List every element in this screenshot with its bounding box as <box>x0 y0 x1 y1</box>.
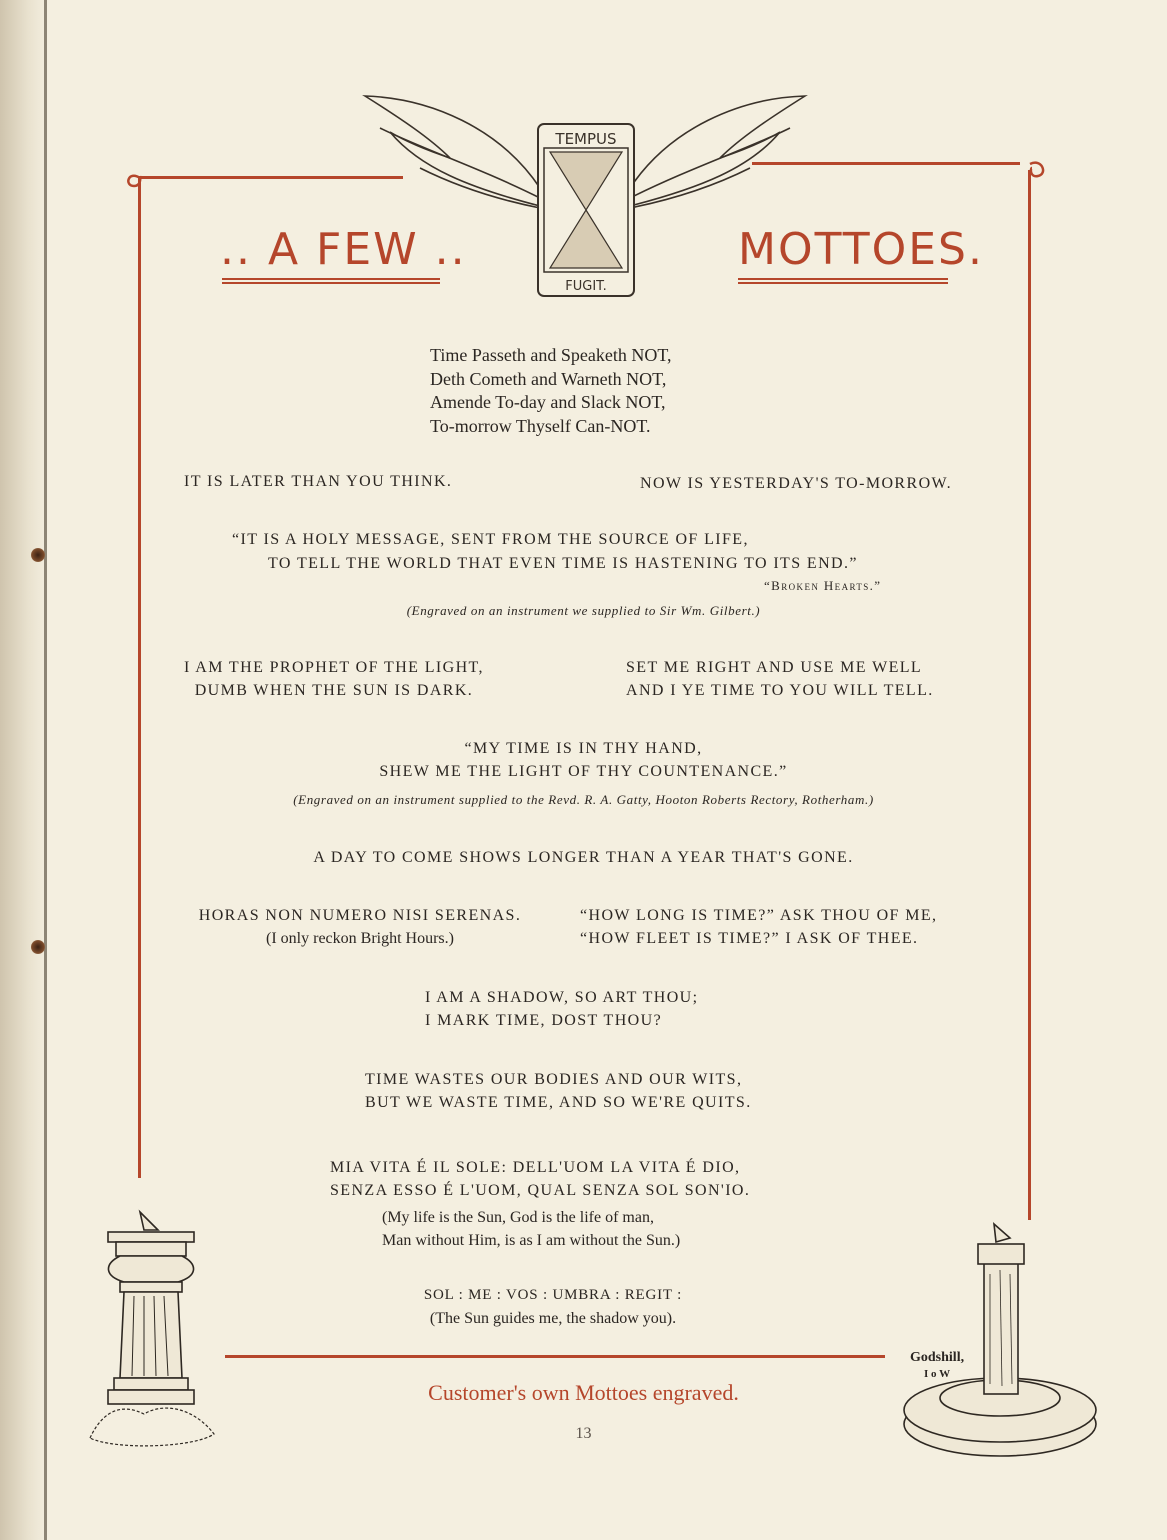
title-left: .. A FEW .. <box>220 224 467 275</box>
motto-line: BUT WE WASTE TIME, AND SO WE'RE QUITS. <box>365 1094 752 1111</box>
motto-set-me-right <box>626 656 934 702</box>
motto-line: MIA VITA É IL SOLE: DELL'UOM LA VITA É DIO, <box>330 1159 741 1176</box>
motto-line: “HOW LONG IS TIME?” ASK THOU OF ME, <box>580 907 938 924</box>
emblem-top-text: TEMPUS <box>555 130 617 148</box>
motto-hand-line2: SHEW ME THE LIGHT OF THY COUNTENANCE.” <box>379 763 788 780</box>
winged-hourglass-icon <box>360 88 810 308</box>
motto-sol <box>400 1284 706 1330</box>
motto-wastes <box>365 1068 752 1114</box>
motto-hand-note: (Engraved on an instrument supplied to the Revd. R. A. Gatty, Hooton Roberts Rectory, Rotherham.) <box>293 792 874 807</box>
motto-line: DUMB WHEN THE SUN IS DARK. <box>194 682 474 699</box>
motto-line: (My life is the Sun, God is the life of man, <box>382 1209 654 1226</box>
binding-hole <box>31 940 45 954</box>
flourish-top-left <box>118 160 158 200</box>
motto-line: TIME WASTES OUR BODIES AND OUR WITS, <box>365 1071 743 1088</box>
motto-line: “HOW FLEET IS TIME?” I ASK OF THEE. <box>580 930 919 947</box>
caption-line: Godshill, <box>910 1350 965 1365</box>
flourish-top-right <box>1014 150 1054 190</box>
motto-line: Man without Him, is as I am without the Sun.) <box>382 1232 681 1249</box>
motto-later: IT IS LATER THAN YOU THINK. <box>184 473 453 490</box>
verse-line: Amende To-day and Slack NOT, <box>430 392 666 412</box>
binding-hole <box>31 548 45 562</box>
motto-prophet <box>184 656 484 702</box>
motto-line: HORAS NON NUMERO NISI SERENAS. <box>198 907 522 924</box>
motto-line: SENZA ESSO É L'UOM, QUAL SENZA SOL SON'IO. <box>330 1182 751 1199</box>
motto-how-long <box>580 904 937 950</box>
motto-translation: (I only reckon Bright Hours.) <box>266 930 454 947</box>
opening-verse <box>430 344 671 438</box>
motto-italian <box>330 1156 750 1202</box>
emblem-bottom-text: FUGIT. <box>565 279 607 294</box>
caption-line: I o W <box>924 1368 951 1380</box>
verse-line: To-morrow Thyself Can-NOT. <box>430 415 651 436</box>
page-number: 13 <box>575 1425 592 1442</box>
motto-line: I AM A SHADOW, SO ART THOU; <box>425 989 699 1006</box>
motto-line: AND I YE TIME TO YOU WILL TELL. <box>626 682 934 699</box>
footer-note: Customer's own Mottoes engraved. <box>428 1380 739 1405</box>
motto-line: I MARK TIME, DOST THOU? <box>425 1012 663 1029</box>
motto-line: SET ME RIGHT AND USE ME WELL <box>626 659 923 676</box>
illustration-caption <box>910 1350 964 1382</box>
motto-holy-line1: “IT IS A HOLY MESSAGE, SENT FROM THE SOURCE OF LIFE, <box>232 531 749 548</box>
motto-line: SOL : ME : VOS : UMBRA : REGIT : <box>423 1287 683 1303</box>
motto-horas <box>180 904 540 950</box>
motto-italian-translation <box>382 1206 680 1252</box>
motto-translation: (The Sun guides me, the shadow you). <box>429 1310 677 1327</box>
motto-shadow <box>425 986 698 1032</box>
motto-holy-note: (Engraved on an instrument we supplied to Sir Wm. Gilbert.) <box>406 603 761 618</box>
motto-yesterday: NOW IS YESTERDAY'S TO-MORROW. <box>640 475 952 492</box>
motto-line: I AM THE PROPHET OF THE LIGHT, <box>184 659 484 676</box>
verse-line: Deth Cometh and Warneth NOT, <box>430 368 667 389</box>
title-right: MOTTOES. <box>738 224 984 275</box>
motto-day: A DAY TO COME SHOWS LONGER THAN A YEAR THAT'S GONE. <box>313 849 854 866</box>
motto-hand-line1: “MY TIME IS IN THY HAND, <box>464 740 703 757</box>
verse-line: Time Passeth and Speaketh NOT, <box>430 345 672 365</box>
motto-holy-line2: TO TELL THE WORLD THAT EVEN TIME IS HASTENING TO ITS END.” <box>268 555 858 572</box>
motto-holy-attribution: “Broken Hearts.” <box>764 578 882 593</box>
